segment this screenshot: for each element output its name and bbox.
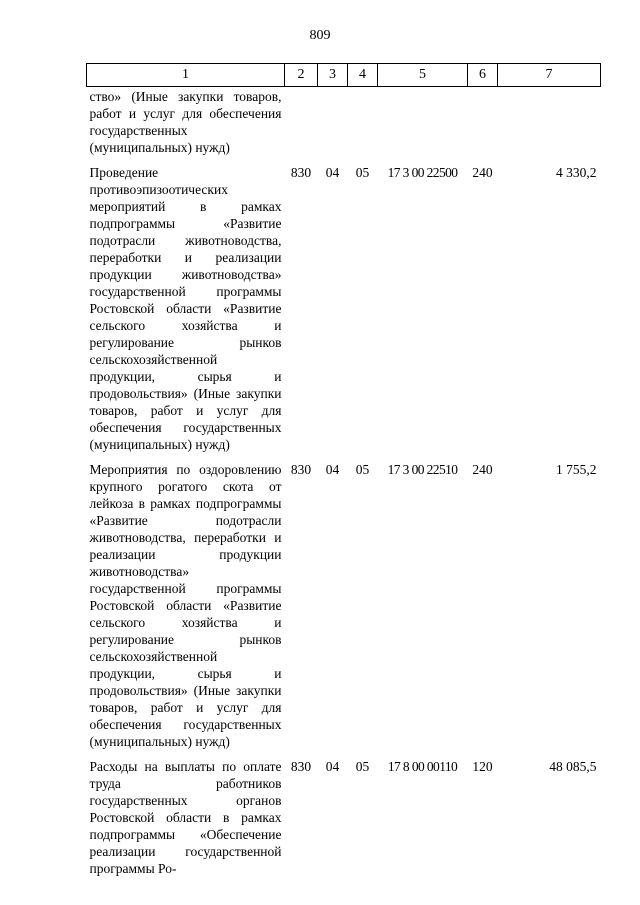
row-col5: [378, 87, 468, 162]
row-col4: 05: [355, 165, 370, 180]
row-description: Расходы на выплаты по оплате труда работников государственных органов Ростовской области в рамках подпрограммы «Обеспечение реализации государственной программы Ро-: [89, 759, 282, 876]
row-col6: 240: [472, 462, 493, 477]
page-number: 809: [309, 28, 331, 43]
row-col5: 17 8 00 00110: [387, 759, 458, 774]
row-col6: [468, 87, 498, 162]
row-col7: [498, 87, 601, 162]
budget-table: [86, 63, 601, 882]
table-row: [87, 161, 601, 458]
row-col4: 05: [355, 462, 370, 477]
column-header-2: 2: [285, 64, 318, 87]
table-row: [87, 458, 601, 755]
row-description: Проведение противоэпизоотических мероприятий в рамках подпрограммы «Развитие подотрасли животноводства, переработки и реализации продукции животноводства» государственной программы Ростовской области «Развитие сельского хозяйства и регулирование рынков сельскохозяйственной продукции, сырья и продовольствия» (Иные закупки товаров, работ и услуг для обеспечения государственных (муниципальных) нужд): [89, 165, 282, 452]
table-header: [87, 64, 601, 87]
row-description: Мероприятия по оздоровлению крупного рогатого скота от лейкоза в рамках подпрограммы «Развитие подотрасли животноводства, переработки и реализации продукции животноводства» государственной программы Ростовской области «Развитие сельского хозяйства и регулирование рынков сельскохозяйственной продукции, сырья и продовольствия» (Иные закупки товаров, работ и услуг для обеспечения государственных (муниципальных) нужд): [89, 462, 282, 749]
table-row: [87, 755, 601, 882]
table-body: [87, 87, 601, 883]
row-col3: 04: [325, 462, 340, 477]
column-header-5: 5: [378, 64, 468, 87]
table-row: [87, 87, 601, 162]
row-col2: 830: [290, 165, 312, 180]
column-header-7: 7: [498, 64, 601, 87]
column-header-3: 3: [318, 64, 348, 87]
row-col6: 120: [472, 759, 493, 774]
row-col5: 17 3 00 22500: [387, 165, 458, 180]
row-col3: 04: [325, 759, 340, 774]
row-col7: 4 330,2: [556, 165, 597, 180]
row-col7: 1 755,2: [556, 462, 597, 477]
row-description: ство» (Иные закупки товаров, работ и услуг для обеспечения государственных (муниципальных) нужд): [89, 89, 282, 155]
row-col5: 17 3 00 22510: [387, 462, 458, 477]
row-col2: 830: [290, 759, 312, 774]
row-col3: 04: [325, 165, 340, 180]
column-header-1: 1: [87, 64, 285, 87]
column-header-6: 6: [468, 64, 498, 87]
row-col2: 830: [290, 462, 312, 477]
row-col6: 240: [472, 165, 493, 180]
row-col2: [285, 87, 318, 162]
row-col3: [318, 87, 348, 162]
column-header-4: 4: [348, 64, 378, 87]
row-col7: 48 085,5: [549, 759, 597, 774]
row-col4: 05: [355, 759, 370, 774]
header-row: [87, 64, 601, 87]
row-col4: [348, 87, 378, 162]
